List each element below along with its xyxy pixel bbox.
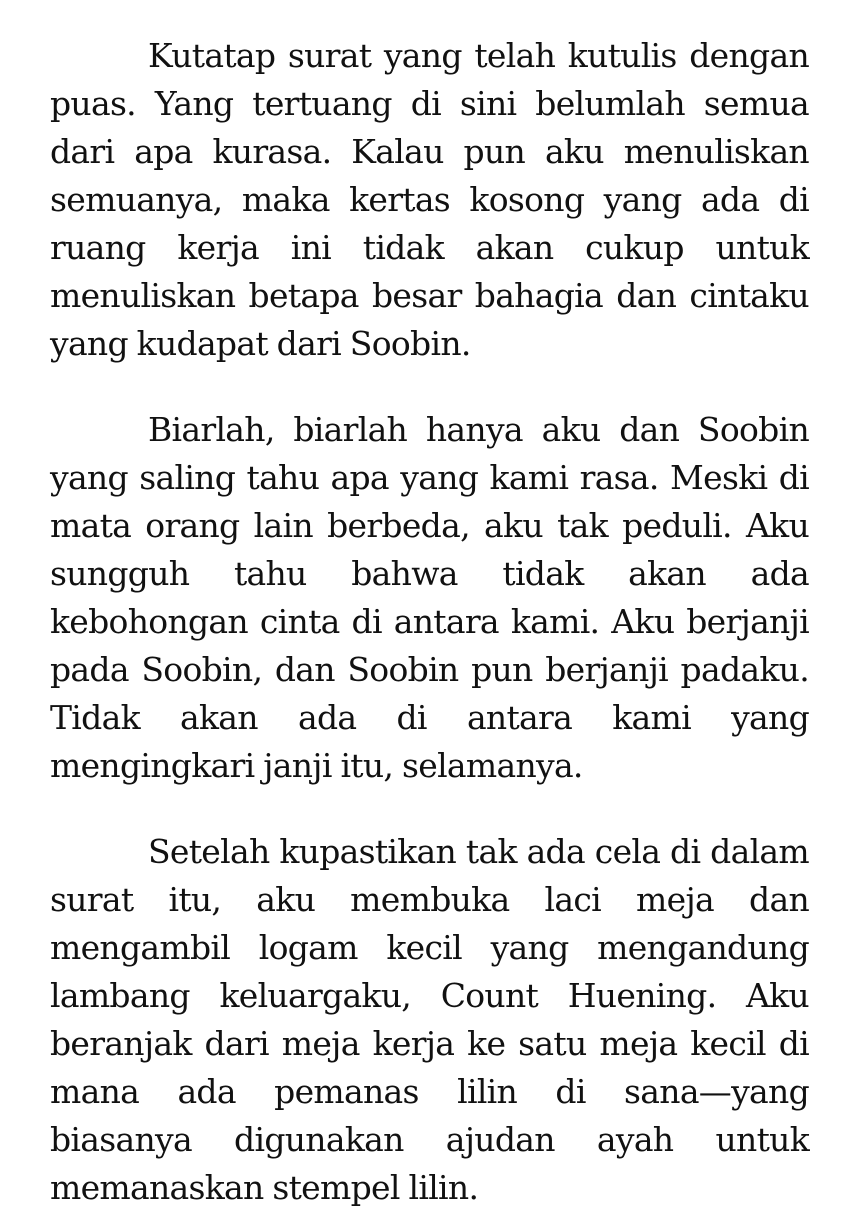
paragraph-1: Kutatap surat yang telah kutulis dengan puas. Yang tertuang di sini belumlah semua dari apa kurasa. Kalau pun aku menuliskan semuanya, maka kertas kosong yang ada di ruang kerja ini tidak akan cukup untuk menuliskan betapa besar bahagia dan cintaku yang kudapat dari Soobin. [50,36,809,363]
paragraph-2: Biarlah, biarlah hanya aku dan Soobin yang saling tahu apa yang kami rasa. Meski di mata orang lain berbeda, aku tak peduli. Aku sungguh tahu bahwa tidak akan ada kebohongan cinta di antara kami. Aku berjanji pada Soobin, dan Soobin pun berjanji padaku. Tidak akan ada di antara kami yang mengingkari janji itu, selamanya. [50,410,809,785]
paragraph-3: Setelah kupastikan tak ada cela di dalam surat itu, aku membuka laci meja dan mengambil logam kecil yang mengandung lambang keluargaku, Count Huening. Aku beranjak dari meja kerja ke satu meja kecil di mana ada pemanas lilin di sana—yang biasanya digunakan ajudan ayah untuk memanaskan stempel lilin. [50,832,809,1207]
